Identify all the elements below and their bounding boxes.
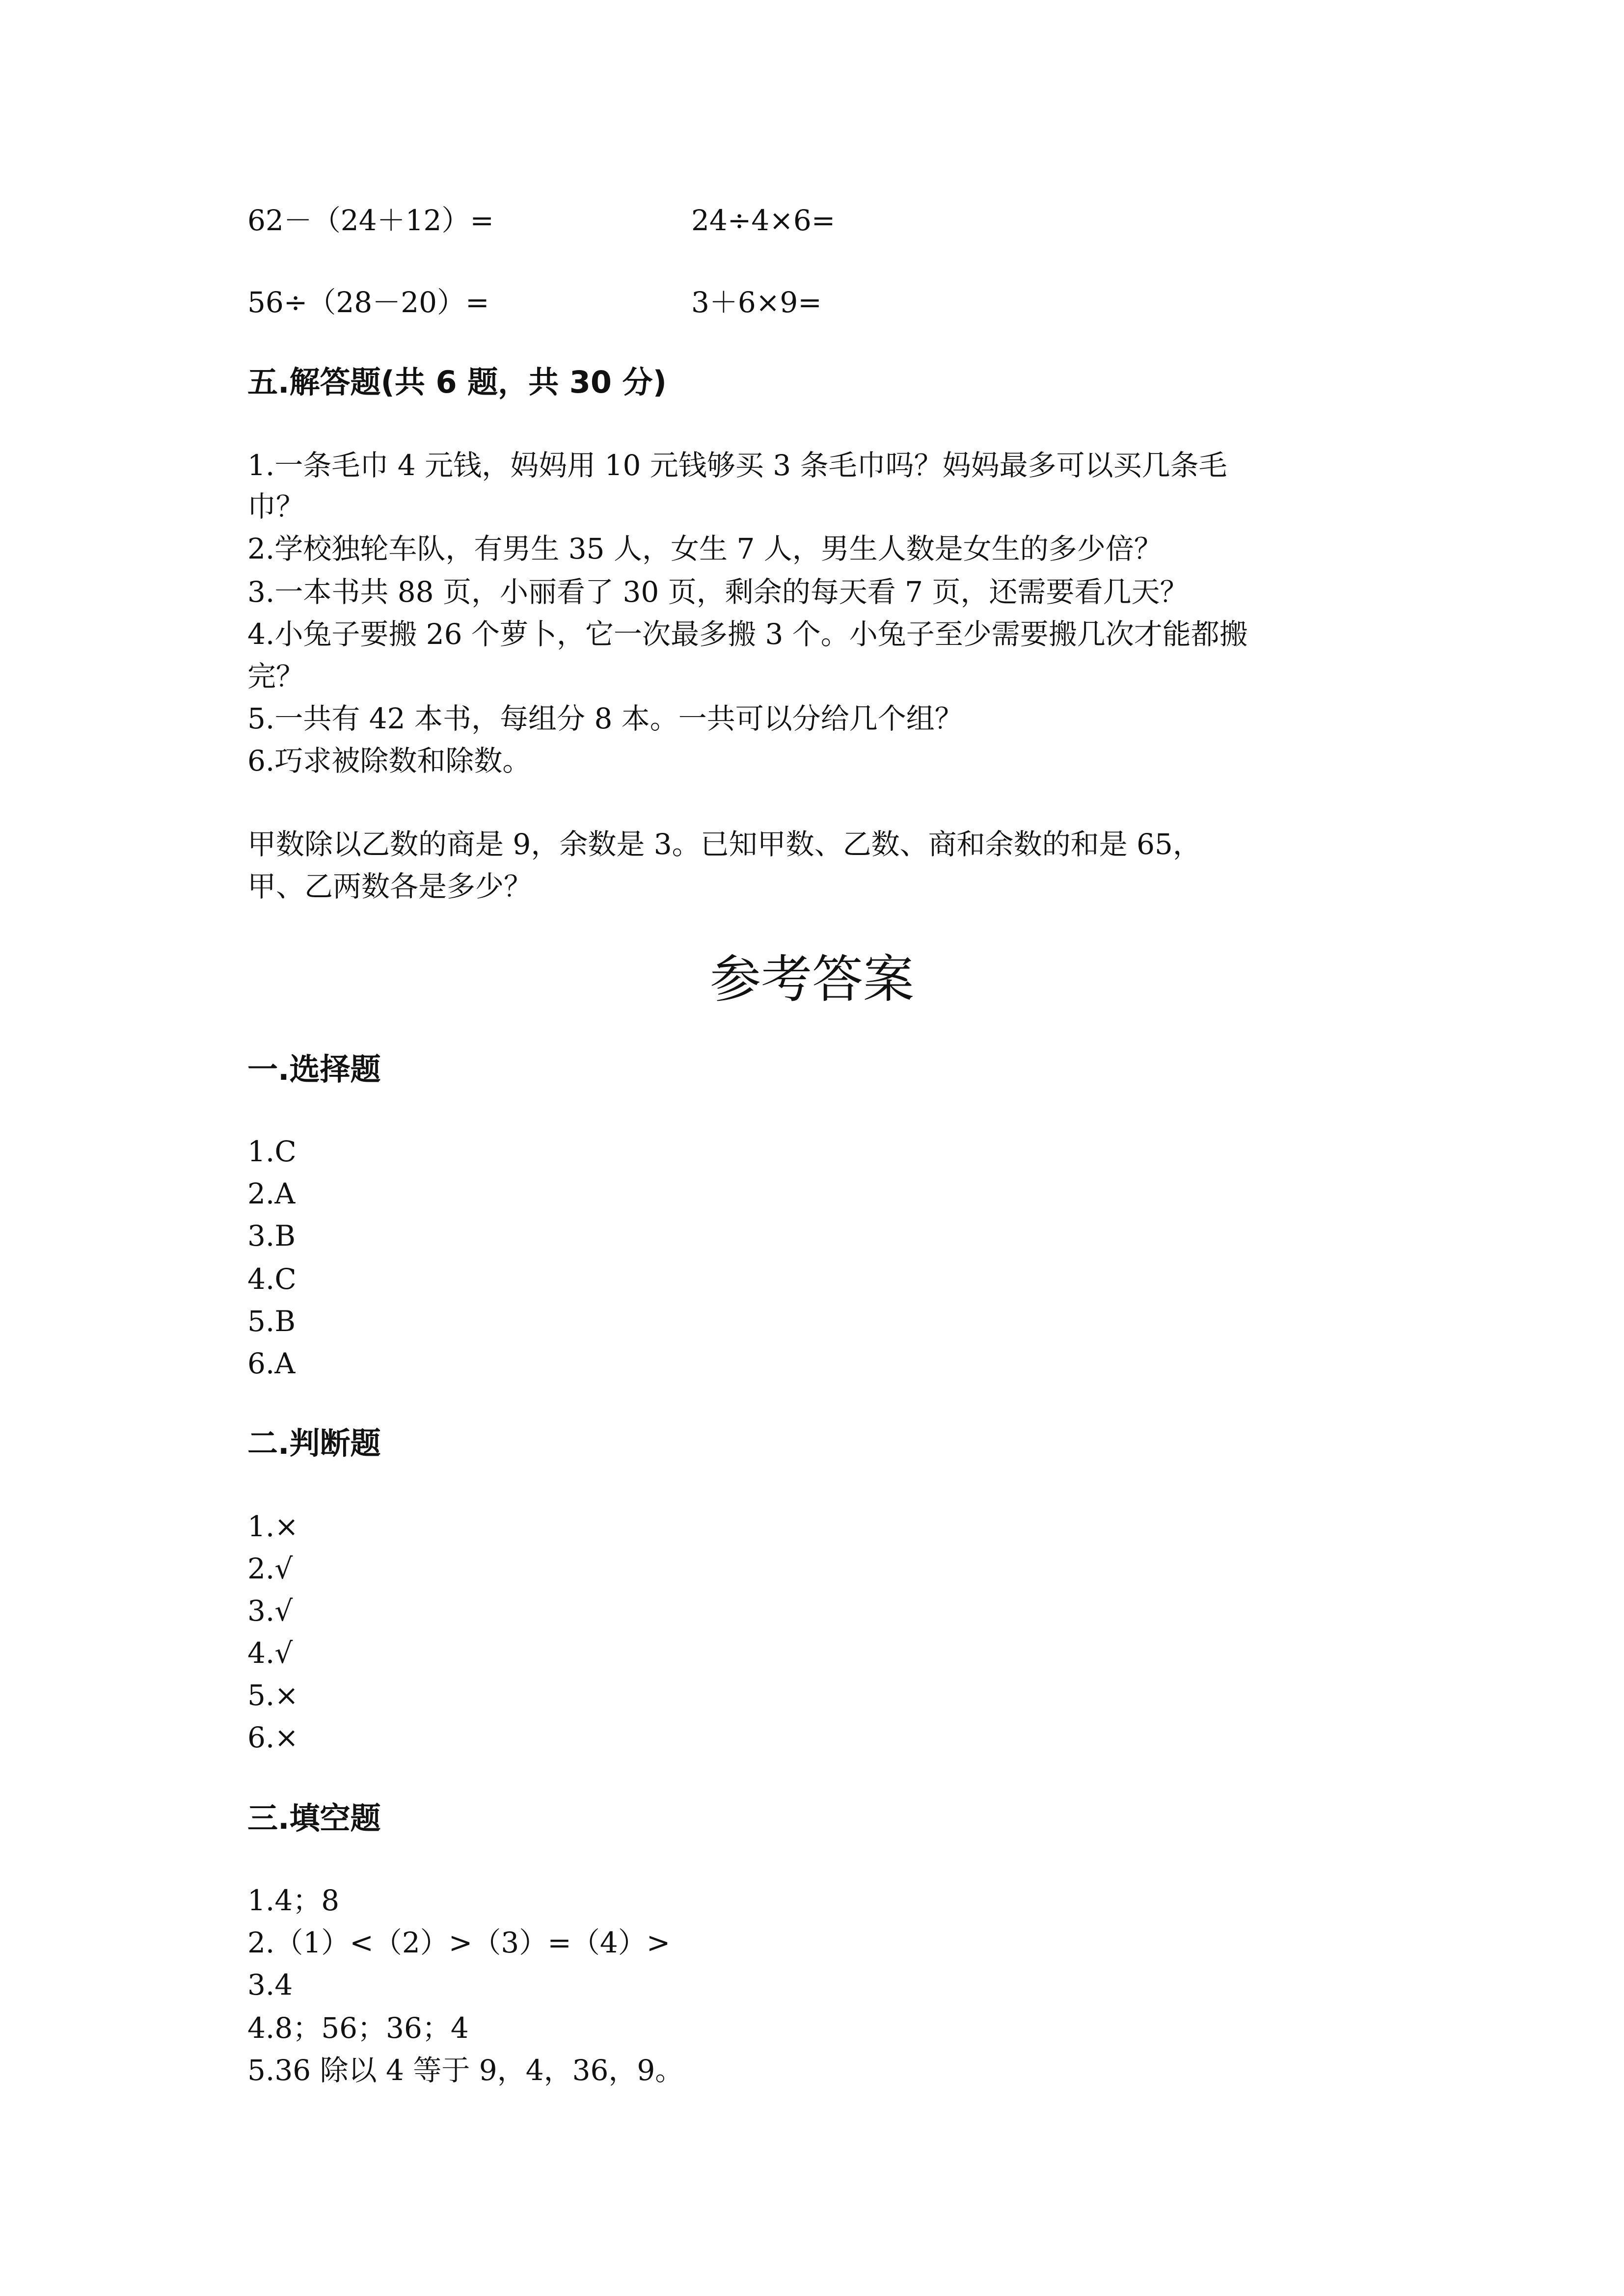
answer-item: 1.C [247, 1135, 297, 1168]
section-title: 一.选择题 [247, 1051, 381, 1087]
section-title: 五.解答题(共 6 题，共 30 分) [247, 364, 667, 400]
problem-line: 2.学校独轮车队，有男生 35 人，女生 7 人，男生人数是女生的多少倍？ [247, 532, 1163, 565]
answer-item: 5.× [247, 1679, 298, 1712]
calc-expression: 56÷（28－20）= [247, 286, 489, 319]
answer-item: 2.A [247, 1177, 296, 1210]
answer-item: 3.4 [247, 1968, 293, 2002]
problem-line: 5.一共有 42 本书，每组分 8 本。一共可以分给几个组？ [247, 702, 963, 735]
answer-item: 2.√ [247, 1552, 293, 1585]
problem-line: 甲、乙两数各是多少？ [247, 870, 533, 903]
problem-line: 甲数除以乙数的商是 9，余数是 3。已知甲数、乙数、商和余数的和是 65， [247, 828, 1201, 861]
answer-item: 2.（1）<（2）>（3）=（4）> [247, 1926, 671, 1959]
problem-line: 完？ [247, 660, 305, 693]
problem-line: 1.一条毛巾 4 元钱，妈妈用 10 元钱够买 3 条毛巾吗？妈妈最多可以买几条毛 [247, 449, 1227, 482]
calc-expression: 24÷4×6= [691, 204, 836, 237]
answer-item: 1.× [247, 1510, 298, 1543]
answer-item: 5.36 除以 4 等于 9，4，36，9。 [247, 2054, 684, 2087]
answer-item: 6.A [247, 1347, 296, 1380]
problem-line: 4.小兔子要搬 26 个萝卜，它一次最多搬 3 个。小兔子至少需要搬几次才能都搬 [247, 617, 1248, 651]
answer-item: 4.C [247, 1262, 297, 1296]
section-title: 三.填空题 [247, 1800, 381, 1836]
answer-item: 1.4；8 [247, 1884, 340, 1917]
problem-line: 6.巧求被除数和除数。 [247, 744, 531, 777]
answer-item: 3.B [247, 1219, 296, 1253]
answer-item: 6.× [247, 1721, 298, 1754]
calc-expression: 62－（24＋12）= [247, 204, 494, 237]
calc-expression: 3＋6×9= [691, 286, 822, 319]
answers-title: 参考答案 [709, 949, 914, 1009]
problem-line: 巾？ [247, 490, 305, 523]
problem-line: 3.一本书共 88 页，小丽看了 30 页，剩余的每天看 7 页，还需要看几天？ [247, 575, 1189, 609]
answer-item: 4.8；56；36；4 [247, 2011, 469, 2045]
answer-item: 3.√ [247, 1594, 293, 1628]
answer-item: 4.√ [247, 1636, 293, 1670]
section-title: 二.判断题 [247, 1425, 381, 1461]
answer-item: 5.B [247, 1305, 296, 1338]
